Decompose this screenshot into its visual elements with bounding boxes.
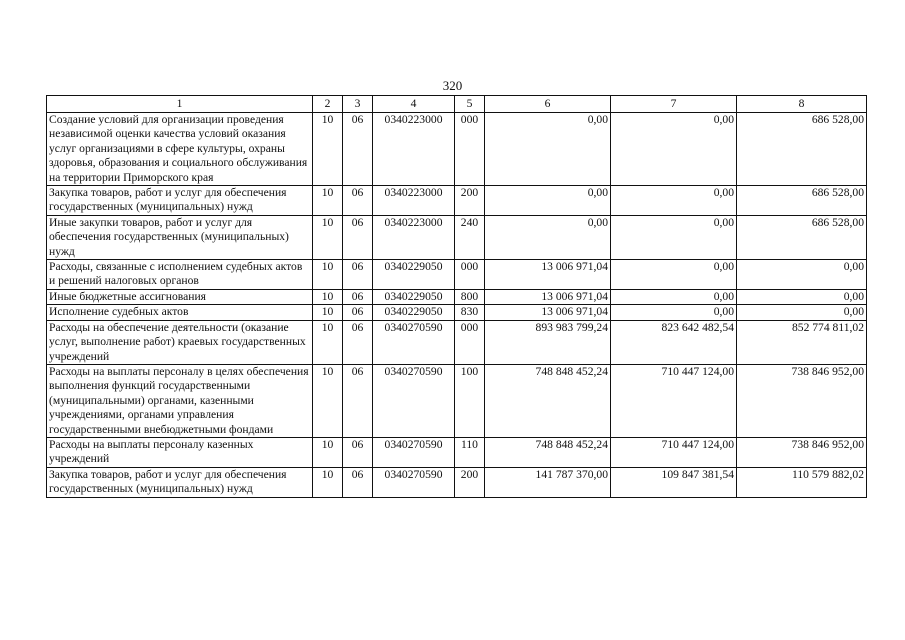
amount-col-7: 0,00 (611, 186, 737, 216)
section-code: 10 (313, 289, 343, 304)
subsection-code: 06 (343, 437, 373, 467)
expense-type-code: 000 (455, 260, 485, 290)
amount-col-8: 0,00 (737, 305, 867, 320)
amount-col-7: 823 642 482,54 (611, 320, 737, 364)
amount-col-7: 109 847 381,54 (611, 467, 737, 497)
expense-name: Иные бюджетные ассигнования (47, 289, 313, 304)
table-row (47, 467, 867, 497)
target-article-code: 0340223000 (373, 186, 455, 216)
subsection-code: 06 (343, 260, 373, 290)
expense-type-code: 200 (455, 186, 485, 216)
amount-col-7: 0,00 (611, 305, 737, 320)
table-row (47, 215, 867, 259)
amount-col-6: 0,00 (485, 186, 611, 216)
amount-col-7: 0,00 (611, 113, 737, 186)
section-code: 10 (313, 320, 343, 364)
section-code: 10 (313, 215, 343, 259)
subsection-code: 06 (343, 364, 373, 437)
table-row (47, 260, 867, 290)
amount-col-8: 686 528,00 (737, 113, 867, 186)
expense-name: Исполнение судебных актов (47, 305, 313, 320)
amount-col-8: 0,00 (737, 260, 867, 290)
target-article-code: 0340223000 (373, 215, 455, 259)
amount-col-7: 710 447 124,00 (611, 437, 737, 467)
amount-col-8: 738 846 952,00 (737, 364, 867, 437)
page-number: 320 (442, 78, 463, 93)
expense-type-code: 100 (455, 364, 485, 437)
section-code: 10 (313, 467, 343, 497)
column-header: 4 (373, 96, 455, 113)
expense-type-code: 200 (455, 467, 485, 497)
subsection-code: 06 (343, 305, 373, 320)
subsection-code: 06 (343, 113, 373, 186)
expense-type-code: 830 (455, 305, 485, 320)
target-article-code: 0340270590 (373, 467, 455, 497)
expense-name: Расходы, связанные с исполнением судебных актов и решений налоговых органов (47, 260, 313, 290)
expense-name: Расходы на выплаты персоналу в целях обеспечения выполнения функций государственными (муниципальными) органами, казенными учреждениями, органами управления государственными внебюджетными фондами (47, 364, 313, 437)
subsection-code: 06 (343, 186, 373, 216)
amount-col-7: 0,00 (611, 215, 737, 259)
amount-col-8: 686 528,00 (737, 215, 867, 259)
expense-type-code: 240 (455, 215, 485, 259)
target-article-code: 0340229050 (373, 289, 455, 304)
table-row (47, 320, 867, 364)
table-row (47, 364, 867, 437)
expense-name: Расходы на обеспечение деятельности (оказание услуг, выполнение работ) краевых государственных учреждений (47, 320, 313, 364)
amount-col-6: 748 848 452,24 (485, 364, 611, 437)
expense-name: Расходы на выплаты персоналу казенных учреждений (47, 437, 313, 467)
column-header: 3 (343, 96, 373, 113)
amount-col-6: 13 006 971,04 (485, 289, 611, 304)
column-header: 6 (485, 96, 611, 113)
table-row (47, 186, 867, 216)
amount-col-8: 0,00 (737, 289, 867, 304)
subsection-code: 06 (343, 320, 373, 364)
target-article-code: 0340229050 (373, 260, 455, 290)
table-row (47, 437, 867, 467)
section-code: 10 (313, 113, 343, 186)
column-header: 1 (47, 96, 313, 113)
section-code: 10 (313, 364, 343, 437)
table-row (47, 305, 867, 320)
section-code: 10 (313, 305, 343, 320)
subsection-code: 06 (343, 467, 373, 497)
amount-col-6: 0,00 (485, 215, 611, 259)
section-code: 10 (313, 437, 343, 467)
subsection-code: 06 (343, 215, 373, 259)
expense-name: Закупка товаров, работ и услуг для обеспечения государственных (муниципальных) нужд (47, 186, 313, 216)
amount-col-6: 748 848 452,24 (485, 437, 611, 467)
budget-table (46, 95, 867, 498)
amount-col-6: 893 983 799,24 (485, 320, 611, 364)
amount-col-7: 0,00 (611, 289, 737, 304)
subsection-code: 06 (343, 289, 373, 304)
amount-col-8: 738 846 952,00 (737, 437, 867, 467)
expense-name: Закупка товаров, работ и услуг для обеспечения государственных (муниципальных) нужд (47, 467, 313, 497)
amount-col-8: 852 774 811,02 (737, 320, 867, 364)
amount-col-6: 13 006 971,04 (485, 260, 611, 290)
column-header: 5 (455, 96, 485, 113)
table-row (47, 289, 867, 304)
section-code: 10 (313, 260, 343, 290)
expense-name: Иные закупки товаров, работ и услуг для обеспечения государственных (муниципальных) нужд (47, 215, 313, 259)
section-code: 10 (313, 186, 343, 216)
target-article-code: 0340270590 (373, 437, 455, 467)
column-header: 7 (611, 96, 737, 113)
table-row (47, 113, 867, 186)
target-article-code: 0340270590 (373, 320, 455, 364)
header-row (47, 96, 867, 113)
target-article-code: 0340229050 (373, 305, 455, 320)
expense-type-code: 000 (455, 320, 485, 364)
amount-col-6: 141 787 370,00 (485, 467, 611, 497)
expense-type-code: 110 (455, 437, 485, 467)
target-article-code: 0340223000 (373, 113, 455, 186)
expense-type-code: 800 (455, 289, 485, 304)
expense-name: Создание условий для организации проведения независимой оценки качества условий оказания услуг организациями в сфере культуры, охраны здоровья, образования и социального обслуживания на территории Приморского края (47, 113, 313, 186)
column-header: 2 (313, 96, 343, 113)
amount-col-7: 710 447 124,00 (611, 364, 737, 437)
amount-col-8: 686 528,00 (737, 186, 867, 216)
amount-col-6: 13 006 971,04 (485, 305, 611, 320)
expense-type-code: 000 (455, 113, 485, 186)
amount-col-8: 110 579 882,02 (737, 467, 867, 497)
amount-col-7: 0,00 (611, 260, 737, 290)
target-article-code: 0340270590 (373, 364, 455, 437)
column-header: 8 (737, 96, 867, 113)
amount-col-6: 0,00 (485, 113, 611, 186)
